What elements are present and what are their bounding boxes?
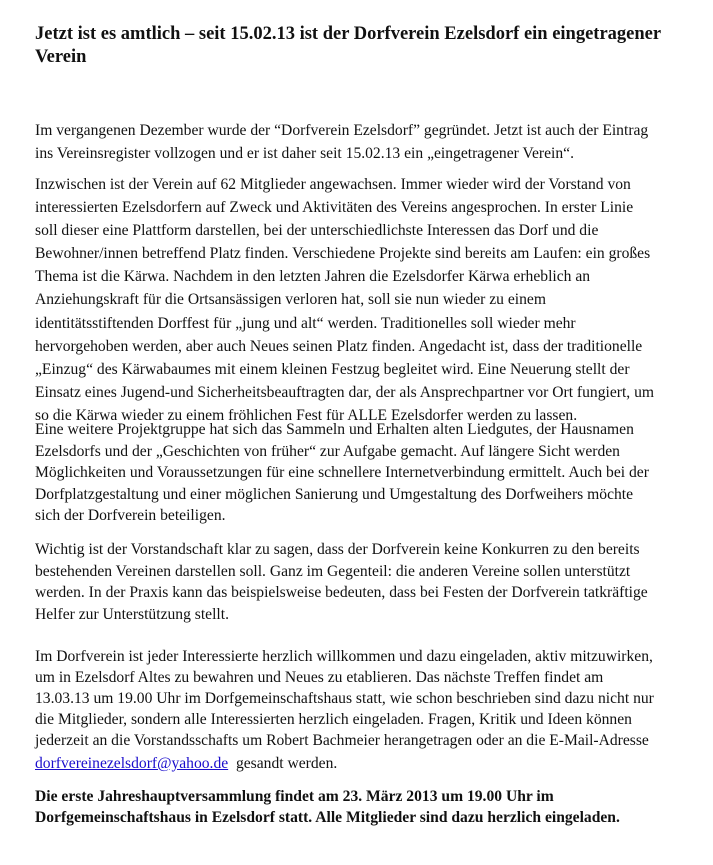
text-line: um in Ezelsdorf Altes zu bewahren und Neues zu etablieren. Das nächste Treffen findet am [35,669,604,686]
text-line: Dorfgemeinschaftshaus in Ezelsdorf statt. Alle Mitglieder sind dazu herzlich eingeladen. [35,809,620,826]
text-line: Im vergangenen Dezember wurde der “Dorfverein Ezelsdorf” gegründet. Jetzt ist auch der Eintrag [35,122,649,139]
text-line: identitätsstiftenden Dorffest für „jung und alt“ werden. Traditionelles soll wieder mehr [35,314,576,332]
text-line: Ezelsdorfs und der „Geschichten von früher“ zur Aufgabe gemacht. Auf längere Sicht werden [35,442,620,460]
title-line: Jetzt ist es amtlich – seit 15.02.13 ist der Dorfverein Ezelsdorf ein eingetragener [35,24,662,44]
text-line: Dorfplatzgestaltung und einer möglichen Sanierung und Umgestaltung des Dorfweihers möchte [35,485,634,503]
paragraph-invitation [35,646,654,774]
paragraph-founding [35,119,648,165]
email-link[interactable]: dorfvereinezelsdorf@yahoo.de [35,755,229,772]
text-line: Einsatz eines Jugend-und Sicherheitsbeauftragten dar, der als Ansprechpartner vor Ort fungiert, um [35,383,655,401]
text-line: sich der Dorfverein beteiligen. [35,507,226,524]
title-line: Verein [35,47,87,67]
announcement [35,786,620,828]
text-line: Möglichkeiten und Voraussetzungen für eine schnellere Internetverbindung ermittelt. Auch bei der [35,464,649,481]
text-line: Die erste Jahreshauptversammlung findet am 23. März 2013 um 19.00 Uhr im [35,788,554,805]
article-title [35,23,661,69]
text-line: „Einzug“ des Kärwabaumes mit einem kleinen Festzug begleitet wird. Eine Neuerung stellt der [35,360,630,378]
text-line: interessierten Ezelsdorfern auf Zweck und Aktivitäten des Vereins angesprochen. In erster Linie [35,199,634,217]
email-line [35,753,654,774]
paragraph-other-clubs [35,539,648,625]
text-after-link: gesandt werden. [228,755,338,772]
text-line: jederzeit an die Vorstandsschafts um Robert Bachmeier herangetragen oder an die E-Mail-Adresse [35,732,649,749]
text-line: Bewohner/innen betreffend Platz finden. Verschiedene Projekte sind bereits am Laufen: ein großes [35,245,651,263]
text-line: Eine weitere Projektgruppe hat sich das Sammeln und Erhalten alten Liedgutes, der Hausnamen [35,421,634,438]
text-line: 13.03.13 um 19.00 Uhr im Dorfgemeinschaftshaus statt, wie schon beschrieben sind dazu nicht nur [35,690,654,707]
text-line: hervorgehoben werden, aber auch Neues seinen Platz finden. Angedacht ist, dass der traditionelle [35,337,643,355]
text-line: Helfer zur Unterstützung stellt. [35,605,229,623]
text-line: Anziehungskraft für die Ortsansässigen verloren hat, soll sie nun wieder zu einem [35,291,546,309]
text-line: ins Vereinsregister vollzogen und er ist daher seit 15.02.13 ein „eingetragener Verein“. [35,145,574,162]
text-line: die Mitglieder, sondern alle Interessierten herzlich eingeladen. Fragen, Kritik und Ideen können [35,711,632,728]
paragraph-members-kaerwa [35,173,654,427]
text-line: werden. In der Praxis kann das beispielsweise bedeuten, dass bei Festen der Dorfverein tatkräftige [35,584,648,601]
text-line: Inzwischen ist der Verein auf 62 Mitglieder angewachsen. Immer wieder wird der Vorstand von [35,176,631,193]
text-line: bestehenden Vereinen darstellen soll. Ganz im Gegenteil: die anderen Vereine sollen unterstützt [35,562,631,580]
text-line: soll dieser eine Plattform darstellen, bei der unterschiedlichste Interessen das Dorf und die [35,222,599,240]
text-line: Thema ist die Kärwa. Nachdem in den letzten Jahren die Ezelsdorfer Kärwa erheblich an [35,268,591,286]
text-line: so die Kärwa wieder zu einem fröhlichen Fest für ALLE Ezelsdorfer werden zu lassen. [35,406,578,424]
text-line: Im Dorfverein ist jeder Interessierte herzlich willkommen und dazu eingeladen, aktiv mitzuwirken, [35,648,653,665]
paragraph-projects [35,419,649,527]
text-line: Wichtig ist der Vorstandschaft klar zu sagen, dass der Dorfverein keine Konkurren zu den bereits [35,541,640,558]
